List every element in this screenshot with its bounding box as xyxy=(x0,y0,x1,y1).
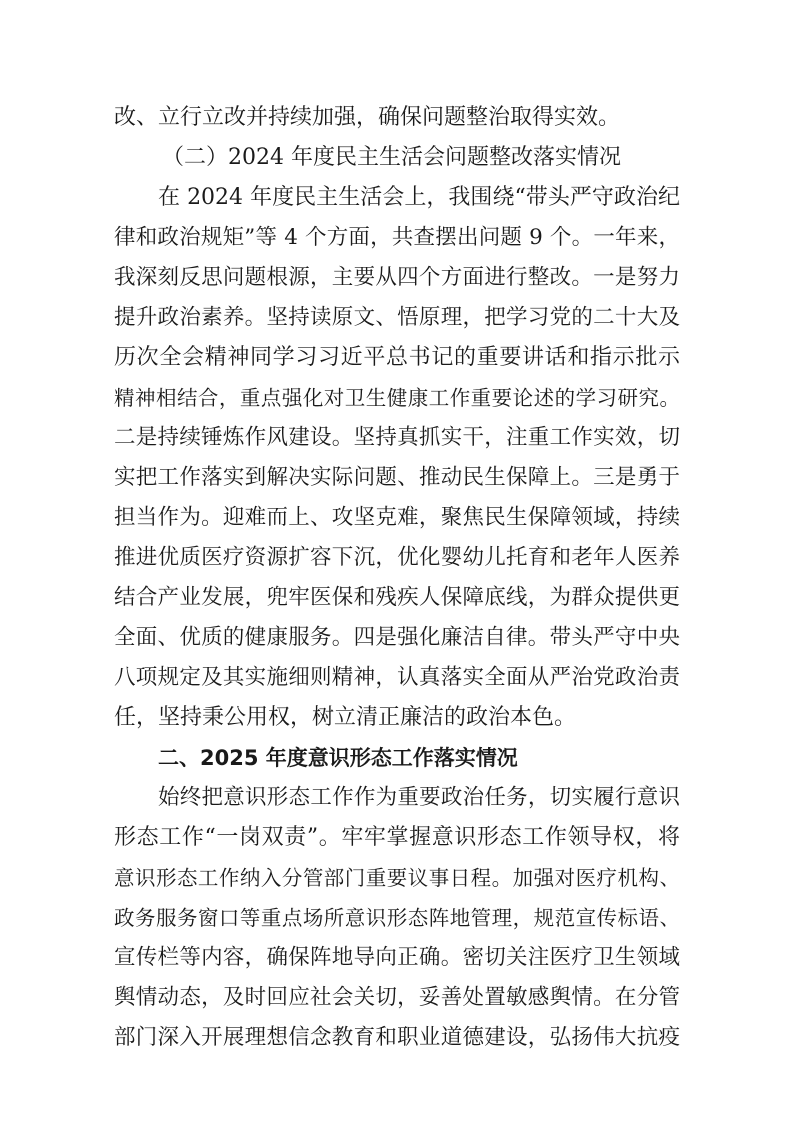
paragraph-line xyxy=(0,178,793,218)
text-line: 在 2024 年度民主生活会上，我围绕“带头严守政治纪 xyxy=(158,185,680,210)
paragraph-continuation-line xyxy=(0,98,793,138)
paragraph-line xyxy=(0,258,793,298)
subheading-2024-rectification xyxy=(0,138,793,178)
text-line: 部门深入开展理想信念教育和职业道德建设，弘扬伟大抗疫 xyxy=(114,1025,680,1050)
paragraph-line xyxy=(0,858,793,898)
text-line: 律和政治规矩”等 4 个方面，共查摆出问题 9 个。一年来， xyxy=(114,225,680,250)
text-line: 改、立行立改并持续加强，确保问题整治取得实效。 xyxy=(114,105,621,130)
paragraph-line xyxy=(0,818,793,858)
text-line: 任，坚持秉公用权，树立清正廉洁的政治本色。 xyxy=(114,705,577,730)
paragraph-line xyxy=(0,538,793,578)
text-line: 舆情动态，及时回应社会关切，妥善处置敏感舆情。在分管 xyxy=(114,985,680,1010)
paragraph-line xyxy=(0,658,793,698)
text-line: 八项规定及其实施细则精神，认真落实全面从严治党政治责 xyxy=(114,665,680,690)
paragraph-line xyxy=(0,698,793,738)
text-line: 形态工作“一岗双责”。牢牢掌握意识形态工作领导权，将 xyxy=(114,825,680,850)
text-line: 提升政治素养。坚持读原文、悟原理，把学习党的二十大及 xyxy=(114,305,680,330)
text-line: 推进优质医疗资源扩容下沉，优化婴幼儿托育和老年人医养 xyxy=(114,545,680,570)
paragraph-line xyxy=(0,338,793,378)
text-line: 精神相结合，重点强化对卫生健康工作重要论述的学习研究。 xyxy=(114,386,680,410)
text-line: 二是持续锤炼作风建设。坚持真抓实干，注重工作实效，切 xyxy=(114,425,680,450)
paragraph-line xyxy=(0,218,793,258)
heading-text: 二、2025 年度意识形态工作落实情况 xyxy=(158,746,518,770)
paragraph-line xyxy=(0,418,793,458)
text-line: 政务服务窗口等重点场所意识形态阵地管理，规范宣传标语、 xyxy=(114,906,680,930)
text-line: 实把工作落实到解决实际问题、推动民生保障上。三是勇于 xyxy=(114,465,680,490)
paragraph-line xyxy=(0,778,793,818)
paragraph-line xyxy=(0,378,793,418)
paragraph-line xyxy=(0,298,793,338)
subheading-text: （二）2024 年度民主生活会问题整改落实情况 xyxy=(162,145,621,170)
text-line: 意识形态工作纳入分管部门重要议事日程。加强对医疗机构、 xyxy=(114,866,680,890)
paragraph-line xyxy=(0,938,793,978)
text-line: 历次全会精神同学习习近平总书记的重要讲话和指示批示 xyxy=(114,345,680,370)
paragraph-line xyxy=(0,1018,793,1058)
heading-ideology-work xyxy=(0,738,793,778)
paragraph-line xyxy=(0,898,793,938)
paragraph-line xyxy=(0,978,793,1018)
text-line: 始终把意识形态工作作为重要政治任务，切实履行意识 xyxy=(158,785,680,810)
paragraph-line xyxy=(0,618,793,658)
paragraph-line xyxy=(0,498,793,538)
text-line: 结合产业发展，兜牢医保和残疾人保障底线，为群众提供更 xyxy=(114,585,680,610)
paragraph-line xyxy=(0,578,793,618)
text-line: 宣传栏等内容，确保阵地导向正确。密切关注医疗卫生领域 xyxy=(114,945,680,970)
text-line: 我深刻反思问题根源，主要从四个方面进行整改。一是努力 xyxy=(114,265,680,290)
text-line: 担当作为。迎难而上、攻坚克难，聚焦民生保障领域，持续 xyxy=(114,505,680,530)
text-line: 全面、优质的健康服务。四是强化廉洁自律。带头严守中央 xyxy=(114,625,680,650)
paragraph-line xyxy=(0,458,793,498)
